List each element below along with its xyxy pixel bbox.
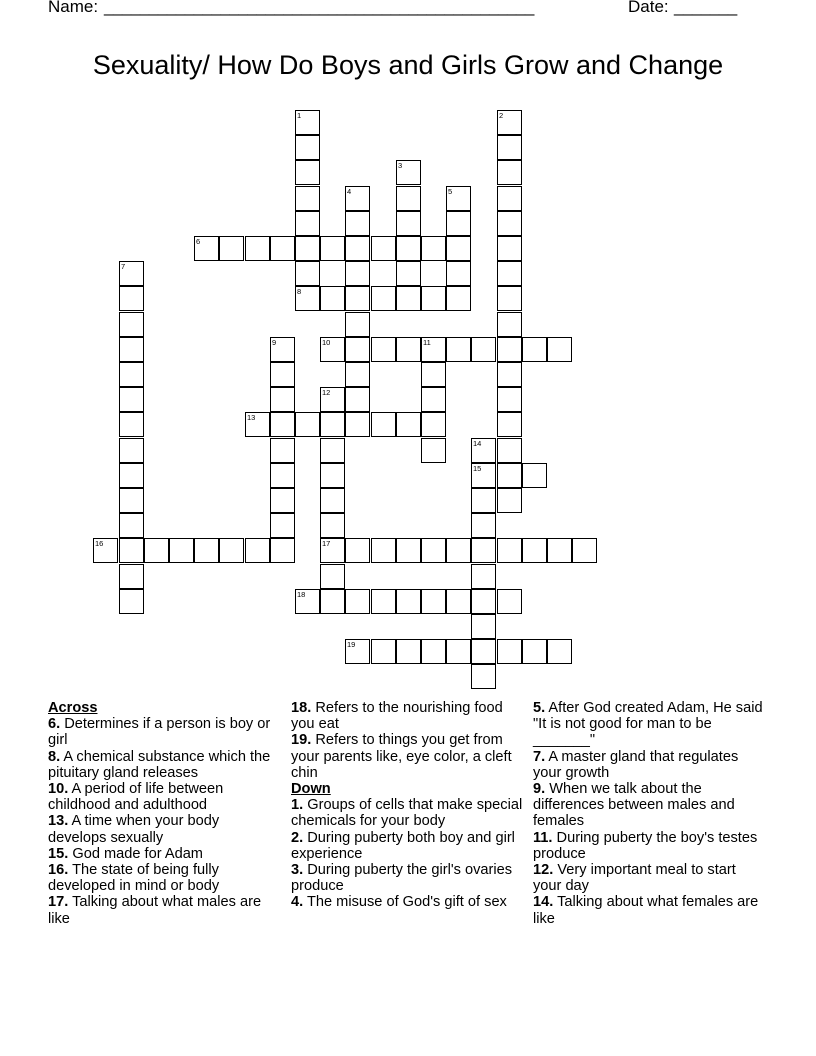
grid-cell[interactable] bbox=[471, 614, 496, 639]
clue-number: 14 bbox=[473, 439, 482, 448]
grid-cell[interactable] bbox=[446, 639, 471, 664]
grid-cell[interactable] bbox=[446, 261, 471, 286]
grid-cell[interactable] bbox=[144, 538, 169, 563]
grid-cell[interactable] bbox=[421, 589, 446, 614]
clue-number: 1 bbox=[297, 111, 302, 120]
grid-cell[interactable] bbox=[421, 362, 446, 387]
clue-number: 10 bbox=[322, 338, 331, 347]
grid-cell[interactable] bbox=[295, 135, 320, 160]
grid-cell[interactable] bbox=[371, 286, 396, 311]
grid-cell[interactable] bbox=[270, 387, 295, 412]
clue-across-15: 15. God made for Adam bbox=[48, 845, 203, 862]
clue-number: 16 bbox=[95, 539, 104, 548]
grid-cell[interactable] bbox=[295, 261, 320, 286]
grid-cell[interactable] bbox=[320, 236, 345, 261]
clue-number: 9 bbox=[272, 338, 277, 347]
clue-across-10: 10. A period of life between childhood and adulthood bbox=[48, 781, 224, 814]
clue-across-17: 17. Talking about what males are like bbox=[48, 894, 262, 927]
grid-cell[interactable] bbox=[295, 236, 320, 261]
grid-cell[interactable] bbox=[295, 286, 320, 311]
grid-cell[interactable] bbox=[497, 286, 522, 311]
grid-cell[interactable] bbox=[270, 412, 295, 437]
grid-cell[interactable] bbox=[194, 236, 219, 261]
clue-number: 2 bbox=[499, 111, 504, 120]
clue-number: 11 bbox=[423, 338, 431, 347]
grid-cell[interactable] bbox=[320, 564, 345, 589]
grid-cell[interactable] bbox=[119, 513, 144, 538]
clue-across-16: 16. The state of being fully developed in mind or body bbox=[48, 862, 220, 895]
clue-across-19: 19. Refers to things you get from your parents like, eye color, a cleft chin bbox=[291, 732, 512, 781]
grid-cell[interactable] bbox=[345, 639, 370, 664]
grid-cell[interactable] bbox=[320, 412, 345, 437]
grid-cell[interactable] bbox=[295, 211, 320, 236]
grid-cell[interactable] bbox=[119, 438, 144, 463]
clue-across-6: 6. Determines if a person is boy or girl bbox=[48, 716, 271, 749]
clues-column-1 bbox=[48, 700, 278, 927]
grid-cell[interactable] bbox=[396, 261, 421, 286]
grid-cell[interactable] bbox=[119, 312, 144, 337]
grid-cell[interactable] bbox=[396, 639, 421, 664]
grid-cell[interactable] bbox=[295, 412, 320, 437]
grid-cell[interactable] bbox=[471, 438, 496, 463]
grid-cell[interactable] bbox=[320, 538, 345, 563]
grid-cell[interactable] bbox=[396, 236, 421, 261]
clue-number: 5 bbox=[448, 187, 453, 196]
grid-cell[interactable] bbox=[471, 463, 496, 488]
clue-number: 18 bbox=[297, 590, 306, 599]
grid-cell[interactable] bbox=[270, 538, 295, 563]
grid-cell[interactable] bbox=[497, 538, 522, 563]
grid-cell[interactable] bbox=[497, 186, 522, 211]
grid-cell[interactable] bbox=[421, 337, 446, 362]
grid-cell[interactable] bbox=[345, 387, 370, 412]
clue-number: 12 bbox=[322, 388, 331, 397]
grid-cell[interactable] bbox=[497, 488, 522, 513]
clue-number: 7 bbox=[121, 262, 126, 271]
grid-cell[interactable] bbox=[421, 387, 446, 412]
date-label: Date: bbox=[628, 0, 669, 16]
grid-cell[interactable] bbox=[371, 538, 396, 563]
grid-cell[interactable] bbox=[497, 463, 522, 488]
grid-cell[interactable] bbox=[497, 211, 522, 236]
clue-number: 4 bbox=[347, 187, 352, 196]
clue-down-4: 4. The misuse of God's gift of sex bbox=[291, 894, 507, 911]
clue-across-18: 18. Refers to the nourishing food you eat bbox=[291, 700, 503, 733]
grid-cell[interactable] bbox=[396, 337, 421, 362]
grid-cell[interactable] bbox=[320, 589, 345, 614]
grid-cell[interactable] bbox=[345, 337, 370, 362]
grid-cell[interactable] bbox=[446, 589, 471, 614]
grid-cell[interactable] bbox=[119, 564, 144, 589]
grid-cell[interactable] bbox=[119, 463, 144, 488]
grid-cell[interactable] bbox=[371, 236, 396, 261]
clue-across-13: 13. A time when your body develops sexually bbox=[48, 813, 220, 846]
grid-cell[interactable] bbox=[471, 564, 496, 589]
grid-cell[interactable] bbox=[572, 538, 597, 563]
down-heading: Down bbox=[291, 781, 331, 798]
clue-down-7: 7. A master gland that regulates your growth bbox=[533, 748, 739, 781]
grid-cell[interactable] bbox=[421, 286, 446, 311]
grid-cell[interactable] bbox=[320, 488, 345, 513]
clue-down-2: 2. During puberty both boy and girl experience bbox=[291, 829, 515, 862]
grid-cell[interactable] bbox=[371, 337, 396, 362]
grid-cell[interactable] bbox=[295, 110, 320, 135]
grid-cell[interactable] bbox=[345, 312, 370, 337]
grid-cell[interactable] bbox=[119, 387, 144, 412]
grid-cell[interactable] bbox=[320, 513, 345, 538]
grid-cell[interactable] bbox=[219, 236, 244, 261]
date-line[interactable]: _______ bbox=[674, 0, 737, 16]
grid-cell[interactable] bbox=[245, 236, 270, 261]
grid-cell[interactable] bbox=[320, 463, 345, 488]
grid-cell[interactable] bbox=[119, 286, 144, 311]
clue-number: 13 bbox=[247, 413, 256, 422]
grid-cell[interactable] bbox=[320, 337, 345, 362]
grid-cell[interactable] bbox=[270, 337, 295, 362]
grid-cell[interactable] bbox=[497, 362, 522, 387]
grid-cell[interactable] bbox=[270, 513, 295, 538]
grid-cell[interactable] bbox=[119, 538, 144, 563]
grid-cell[interactable] bbox=[371, 639, 396, 664]
grid-cell[interactable] bbox=[471, 337, 496, 362]
grid-cell[interactable] bbox=[396, 160, 421, 185]
grid-cell[interactable] bbox=[396, 589, 421, 614]
grid-cell[interactable] bbox=[345, 589, 370, 614]
grid-cell[interactable] bbox=[345, 538, 370, 563]
grid-cell[interactable] bbox=[471, 538, 496, 563]
grid-cell[interactable] bbox=[446, 538, 471, 563]
grid-cell[interactable] bbox=[295, 186, 320, 211]
grid-cell[interactable] bbox=[396, 211, 421, 236]
grid-cell[interactable] bbox=[396, 412, 421, 437]
grid-cell[interactable] bbox=[497, 135, 522, 160]
grid-cell[interactable] bbox=[497, 312, 522, 337]
clues-column-3 bbox=[533, 700, 768, 927]
grid-cell[interactable] bbox=[497, 110, 522, 135]
grid-cell[interactable] bbox=[497, 261, 522, 286]
grid-cell[interactable] bbox=[345, 186, 370, 211]
name-line[interactable]: ________________________________________________ bbox=[104, 0, 534, 16]
clue-down-9: 9. When we talk about the differences between males and females bbox=[533, 781, 735, 830]
grid-cell[interactable] bbox=[270, 488, 295, 513]
grid-cell[interactable] bbox=[471, 664, 496, 689]
grid-cell[interactable] bbox=[119, 412, 144, 437]
grid-cell[interactable] bbox=[471, 513, 496, 538]
grid-cell[interactable] bbox=[119, 362, 144, 387]
grid-cell[interactable] bbox=[497, 236, 522, 261]
grid-cell[interactable] bbox=[497, 639, 522, 664]
grid-cell[interactable] bbox=[522, 639, 547, 664]
clue-down-12: 12. Very important meal to start your day bbox=[533, 862, 736, 895]
grid-cell[interactable] bbox=[119, 488, 144, 513]
grid-cell[interactable] bbox=[396, 286, 421, 311]
grid-cell[interactable] bbox=[320, 438, 345, 463]
grid-cell[interactable] bbox=[345, 261, 370, 286]
grid-cell[interactable] bbox=[421, 412, 446, 437]
grid-cell[interactable] bbox=[421, 639, 446, 664]
clues-column-2 bbox=[291, 700, 523, 911]
grid-cell[interactable] bbox=[345, 412, 370, 437]
grid-cell[interactable] bbox=[245, 412, 270, 437]
grid-cell[interactable] bbox=[497, 412, 522, 437]
grid-cell[interactable] bbox=[371, 412, 396, 437]
grid-cell[interactable] bbox=[471, 589, 496, 614]
grid-cell[interactable] bbox=[547, 538, 572, 563]
clue-number: 15 bbox=[473, 464, 482, 473]
name-label: Name: bbox=[48, 0, 99, 16]
grid-cell[interactable] bbox=[270, 362, 295, 387]
grid-cell[interactable] bbox=[295, 160, 320, 185]
grid-cell[interactable] bbox=[371, 589, 396, 614]
grid-cell[interactable] bbox=[497, 337, 522, 362]
grid-cell[interactable] bbox=[320, 387, 345, 412]
grid-cell[interactable] bbox=[547, 639, 572, 664]
grid-cell[interactable] bbox=[295, 589, 320, 614]
grid-cell[interactable] bbox=[345, 211, 370, 236]
clue-number: 8 bbox=[297, 287, 302, 296]
grid-cell[interactable] bbox=[497, 438, 522, 463]
puzzle-title: Sexuality/ How Do Boys and Girls Grow and Change bbox=[92, 50, 724, 80]
grid-cell[interactable] bbox=[345, 362, 370, 387]
grid-cell[interactable] bbox=[119, 337, 144, 362]
grid-cell[interactable] bbox=[446, 186, 471, 211]
clue-down-14: 14. Talking about what females are like bbox=[533, 894, 759, 927]
grid-cell[interactable] bbox=[219, 538, 244, 563]
clue-down-5: 5. After God created Adam, He said "It is not good for man to be _______" bbox=[533, 700, 763, 749]
grid-cell[interactable] bbox=[320, 286, 345, 311]
grid-cell[interactable] bbox=[446, 337, 471, 362]
grid-cell[interactable] bbox=[522, 463, 547, 488]
grid-cell[interactable] bbox=[245, 538, 270, 563]
clue-down-3: 3. During puberty the girl's ovaries produce bbox=[291, 862, 512, 895]
grid-cell[interactable] bbox=[446, 211, 471, 236]
grid-cell[interactable] bbox=[421, 438, 446, 463]
grid-cell[interactable] bbox=[446, 286, 471, 311]
clue-down-11: 11. During puberty the boy's testes produce bbox=[533, 829, 758, 862]
grid-cell[interactable] bbox=[522, 337, 547, 362]
clue-across-8: 8. A chemical substance which the pituitary gland releases bbox=[48, 748, 271, 781]
grid-cell[interactable] bbox=[497, 589, 522, 614]
grid-cell[interactable] bbox=[345, 286, 370, 311]
grid-cell[interactable] bbox=[497, 387, 522, 412]
grid-cell[interactable] bbox=[396, 186, 421, 211]
grid-cell[interactable] bbox=[471, 639, 496, 664]
clue-number: 6 bbox=[196, 237, 201, 246]
grid-cell[interactable] bbox=[119, 261, 144, 286]
grid-cell[interactable] bbox=[270, 463, 295, 488]
grid-cell[interactable] bbox=[270, 236, 295, 261]
grid-cell[interactable] bbox=[421, 236, 446, 261]
grid-cell[interactable] bbox=[345, 236, 370, 261]
clue-number: 19 bbox=[347, 640, 356, 649]
grid-cell[interactable] bbox=[446, 236, 471, 261]
grid-cell[interactable] bbox=[169, 538, 194, 563]
clue-down-1: 1. Groups of cells that make special chemicals for your body bbox=[291, 797, 523, 830]
grid-cell[interactable] bbox=[547, 337, 572, 362]
grid-cell[interactable] bbox=[421, 538, 446, 563]
clue-number: 3 bbox=[398, 161, 403, 170]
grid-cell[interactable] bbox=[119, 589, 144, 614]
across-heading: Across bbox=[48, 700, 98, 716]
grid-cell[interactable] bbox=[93, 538, 118, 563]
grid-cell[interactable] bbox=[396, 538, 421, 563]
grid-cell[interactable] bbox=[497, 160, 522, 185]
grid-cell[interactable] bbox=[270, 438, 295, 463]
clue-number: 17 bbox=[322, 539, 331, 548]
grid-cell[interactable] bbox=[194, 538, 219, 563]
grid-cell[interactable] bbox=[522, 538, 547, 563]
grid-cell[interactable] bbox=[471, 488, 496, 513]
